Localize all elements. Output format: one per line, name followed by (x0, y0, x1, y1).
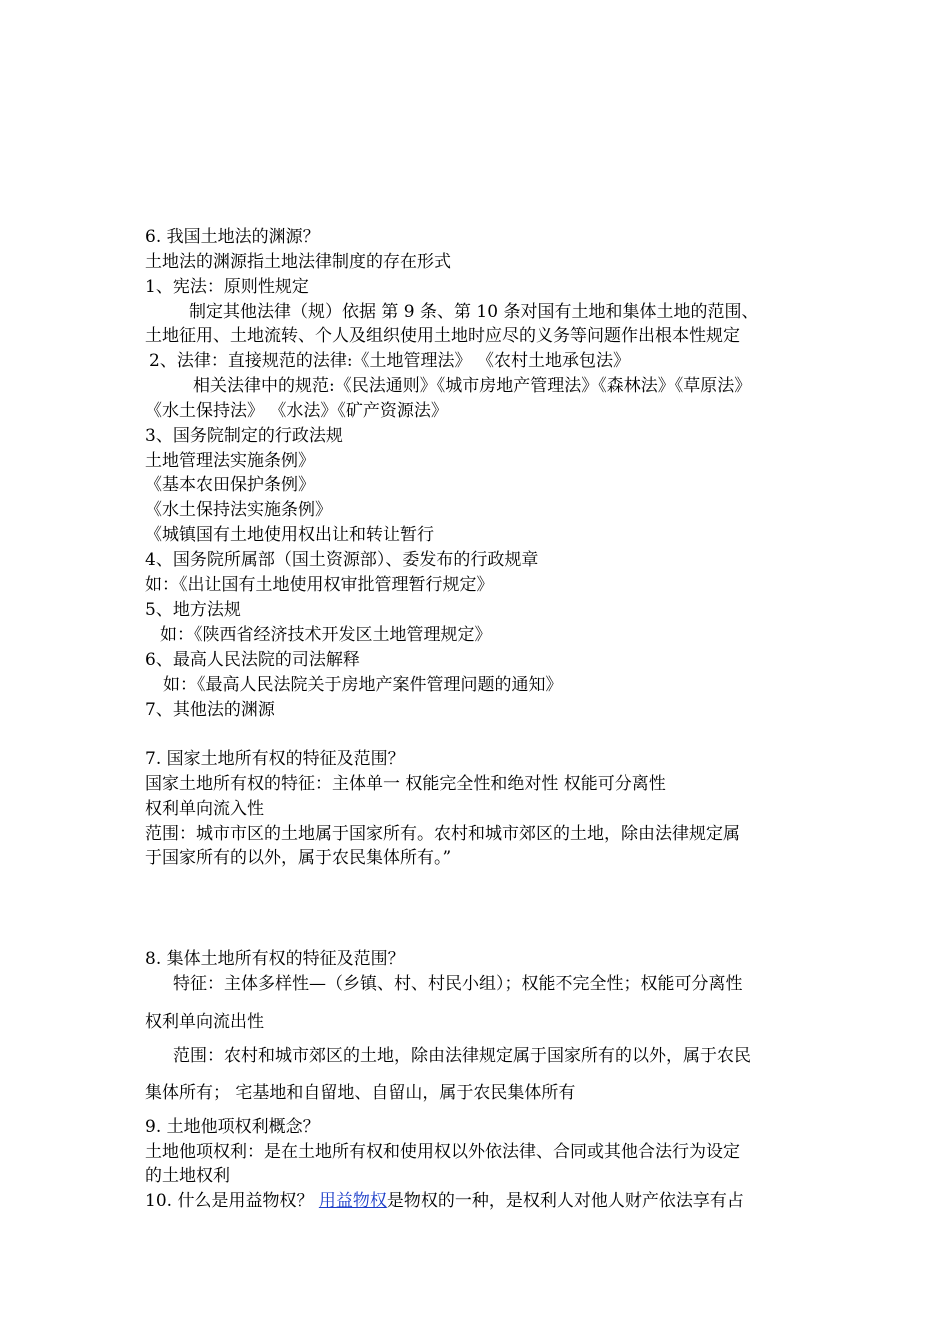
q6-item-1-line-a: 制定其他法律（规）依据 第 9 条、第 10 条对国有土地和集体土地的范围、 (189, 302, 759, 322)
q10-line (145, 1189, 744, 1213)
q6-item-1: 1、宪法：原则性规定 (145, 277, 309, 297)
q10-suffix: 是物权的一种，是权利人对他人财产依法享有占 (386, 1191, 744, 1211)
q8-features-line-b: 权利单向流出性 (145, 1012, 264, 1032)
q8-scope-line-b: 集体所有； 宅基地和自留地、自留山，属于农民集体所有 (145, 1083, 576, 1103)
q6-item-3-line-b: 《基本农田保护条例》 (145, 475, 315, 495)
q7-features-line-b: 权利单向流入性 (145, 799, 264, 819)
q7-title: 7. 国家土地所有权的特征及范围？ (145, 749, 405, 769)
q8-features-line-a: 特征：主体多样性—（乡镇、村、村民小组）；权能不完全性；权能可分离性 (173, 974, 743, 994)
q10-prefix: 10. 什么是用益物权？ (145, 1191, 319, 1211)
q6-item-4-line-a: 如：《出让国有土地使用权审批管理暂行规定》 (145, 575, 494, 595)
q6-item-7: 7、其他法的渊源 (145, 700, 275, 720)
q9-definition-line-b: 的土地权利 (145, 1166, 230, 1186)
q7-scope-line-a: 范围：城市市区的土地属于国家所有。农村和城市郊区的土地，除由法律规定属 (145, 824, 740, 844)
q6-item-4: 4、国务院所属部（国土资源部）、委发布的行政规章 (145, 550, 539, 570)
q6-item-1-line-b: 土地征用、土地流转、个人及组织使用土地时应尽的义务等问题作出根本性规定 (145, 326, 740, 346)
q6-item-5-line-a: 如：《陕西省经济技术开发区土地管理规定》 (160, 625, 492, 645)
q9-definition-line-a: 土地他项权利：是在土地所有权和使用权以外依法律、合同或其他合法行为设定 (145, 1142, 740, 1162)
q6-item-2: 2、法律：直接规范的法律:《土地管理法》 《农村土地承包法》 (149, 351, 630, 371)
q6-item-6-line-a: 如：《最高人民法院关于房地产案件管理问题的通知》 (163, 675, 563, 695)
q6-item-3-line-c: 《水土保持法实施条例》 (145, 500, 332, 520)
q7-scope-line-b: 于国家所有的以外，属于农民集体所有。” (145, 848, 452, 868)
usufruct-link[interactable]: 用益物权 (318, 1191, 387, 1211)
q8-scope-line-a: 范围：农村和城市郊区的土地，除由法律规定属于国家所有的以外，属于农民 (173, 1046, 751, 1066)
q6-title: 6. 我国土地法的渊源？ (145, 227, 320, 247)
q6-intro: 土地法的渊源指土地法律制度的存在形式 (145, 252, 451, 272)
q6-item-5: 5、地方法规 (145, 600, 241, 620)
q6-item-6: 6、最高人民法院的司法解释 (145, 650, 360, 670)
q6-item-2-line-a: 相关法律中的规范:《民法通则》《城市房地产管理法》《森林法》《草原法》 (193, 376, 752, 396)
q6-item-3-line-a: 土地管理法实施条例》 (145, 451, 315, 471)
q6-item-2-line-b: 《水土保持法》 《水法》《矿产资源法》 (145, 401, 448, 421)
q6-item-3-line-d: 《城镇国有土地使用权出让和转让暂行 (145, 525, 434, 545)
q6-item-3: 3、国务院制定的行政法规 (145, 426, 343, 446)
q9-title: 9. 土地他项权利概念？ (145, 1117, 320, 1137)
q8-title: 8. 集体土地所有权的特征及范围？ (145, 949, 405, 969)
q7-features-line-a: 国家土地所有权的特征：主体单一 权能完全性和绝对性 权能可分离性 (145, 774, 666, 794)
